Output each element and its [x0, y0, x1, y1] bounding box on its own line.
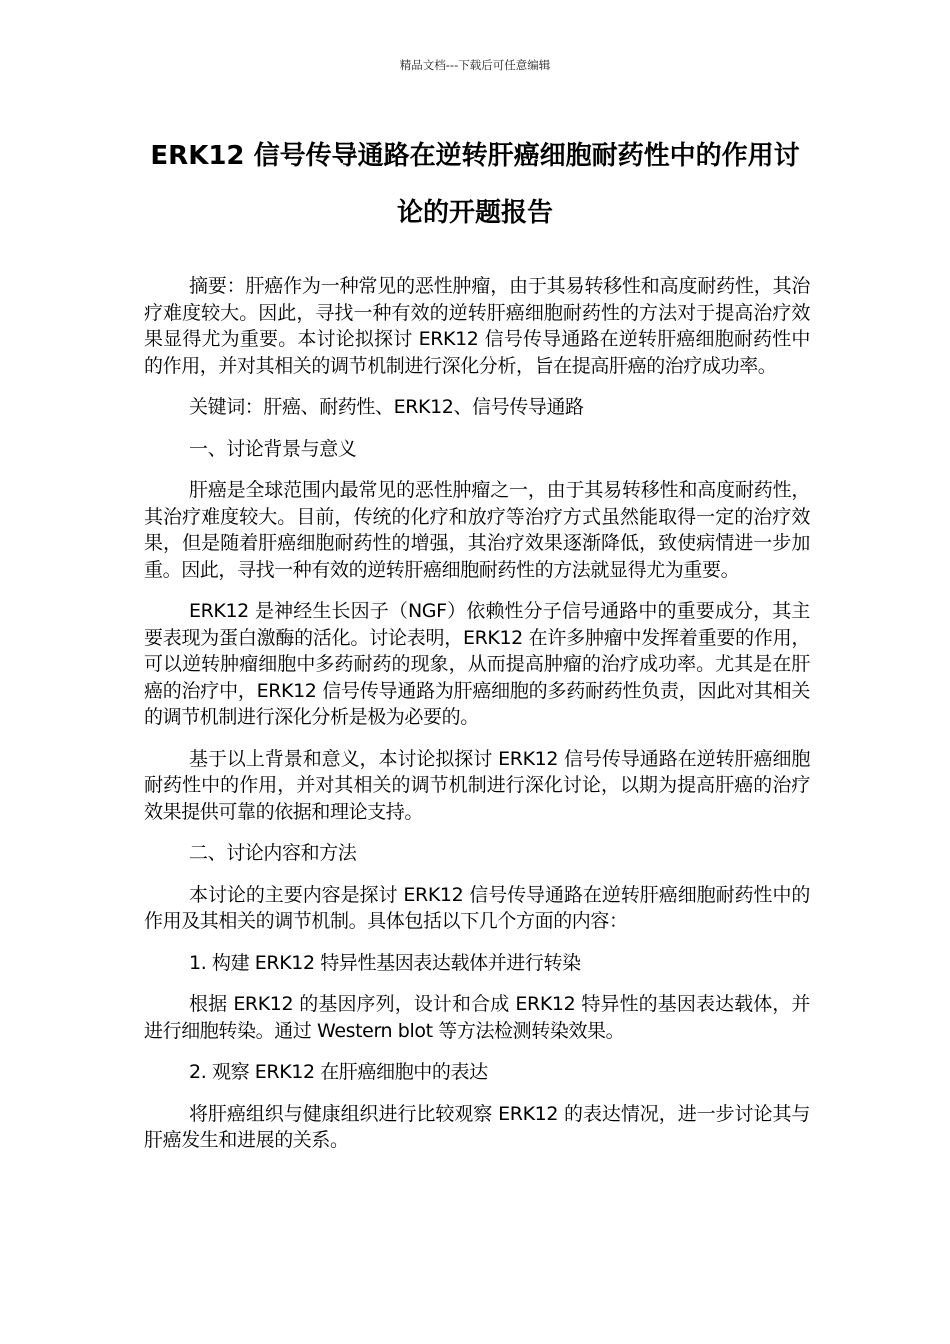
- body-paragraph: 肝癌是全球范围内最常见的恶性肿瘤之一，由于其易转移性和高度耐药性，其治疗难度较大。目前，传统的化疗和放疗等治疗方式虽然能取得一定的治疗效果，但是随着肝癌细胞耐药性的增强，其治疗效果逐渐降低，致使病情进一步加重。因此，寻找一种有效的逆转肝癌细胞耐药性的方法就显得尤为重要。: [144, 479, 810, 581]
- subsection-heading: 2. 观察 ERK12 在肝癌细胞中的表达: [189, 1061, 488, 1083]
- page-header-watermark: 精品文档---下载后可任意编辑: [399, 58, 551, 72]
- abstract-paragraph: 摘要：肝癌作为一种常见的恶性肿瘤，由于其易转移性和高度耐药性，其治疗难度较大。因此，寻找一种有效的逆转肝癌细胞耐药性的方法对于提高治疗效果显得尤为重要。本讨论拟探讨 ERK12 信号传导通路在逆转肝癌细胞耐药性中的作用，并对其相关的调节机制进行深化分析，旨在提高肝癌的治疗成功率。: [144, 275, 810, 377]
- body-paragraph: ERK12 是神经生长因子（NGF）依赖性分子信号通路中的重要成分，其主要表现为蛋白激酶的活化。讨论表明，ERK12 在许多肿瘤中发挥着重要的作用，可以逆转肿瘤细胞中多药耐药的现象，从而提高肿瘤的治疗成功率。尤其是在肝癌的治疗中，ERK12 信号传导通路为肝癌细胞的多药耐药性负责，因此对其相关的调节机制进行深化分析是极为必要的。: [144, 600, 810, 728]
- document-title: ERK12 信号传导通路在逆转肝癌细胞耐药性中的作用讨论的开题报告: [150, 141, 800, 228]
- body-paragraph: 本讨论的主要内容是探讨 ERK12 信号传导通路在逆转肝癌细胞耐药性中的作用及其相关的调节机制。具体包括以下几个方面的内容：: [144, 883, 810, 932]
- section-heading-methods: 二、讨论内容和方法: [189, 842, 357, 864]
- body-paragraph: 将肝癌组织与健康组织进行比较观察 ERK12 的表达情况，进一步讨论其与肝癌发生和进展的关系。: [144, 1102, 810, 1151]
- section-heading-background: 一、讨论背景与意义: [189, 437, 357, 460]
- body-paragraph: 根据 ERK12 的基因序列，设计和合成 ERK12 特异性的基因表达载体，并进行细胞转染。通过 Western blot 等方法检测转染效果。: [144, 993, 810, 1042]
- subsection-heading: 1. 构建 ERK12 特异性基因表达载体并进行转染: [189, 951, 581, 974]
- document-body: [144, 273, 810, 1169]
- body-paragraph: 基于以上背景和意义，本讨论拟探讨 ERK12 信号传导通路在逆转肝癌细胞耐药性中的作用，并对其相关的调节机制进行深化讨论，以期为提高肝癌的治疗效果提供可靠的依据和理论支持。: [144, 747, 810, 823]
- keywords-paragraph: 关键词：肝癌、耐药性、ERK12、信号传导通路: [189, 396, 584, 418]
